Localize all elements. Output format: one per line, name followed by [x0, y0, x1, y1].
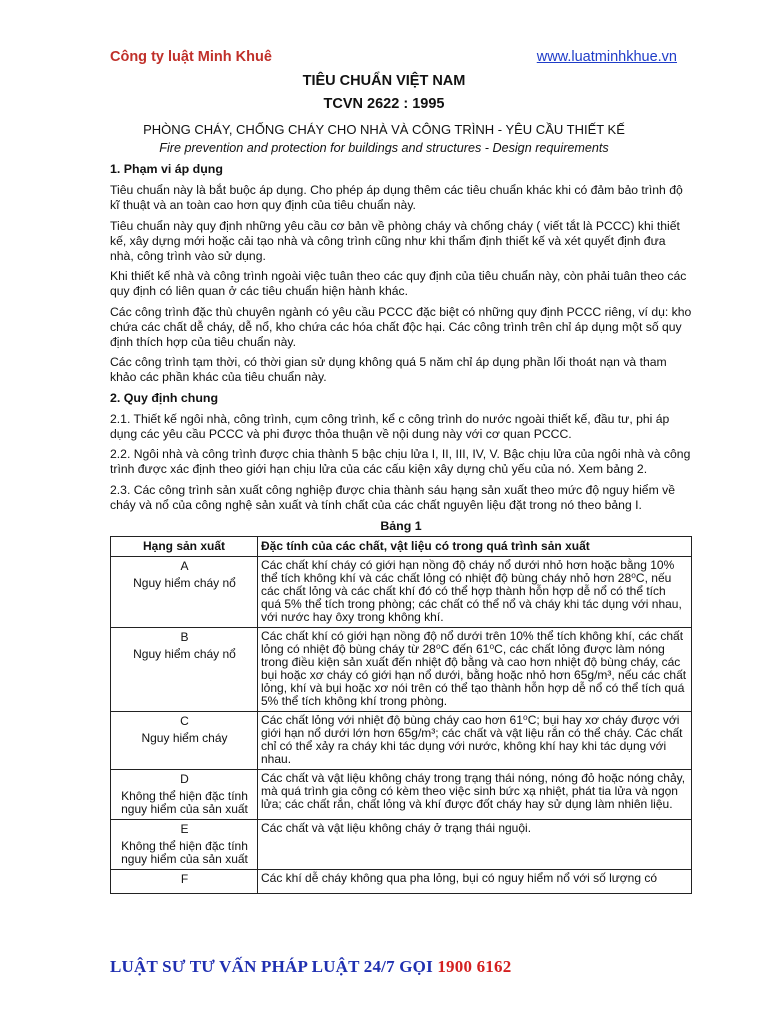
table-row	[111, 712, 692, 770]
doc-subtitle-english: Fire prevention and protection for buildings and structures - Design requirements	[159, 141, 609, 155]
hazard-label: Không thể hiện đặc tính nguy hiểm của sản xuất	[121, 789, 248, 817]
paragraph: Tiêu chuẩn này là bắt buộc áp dụng. Cho phép áp dụng thêm các tiêu chuẩn khác khi có đảm bảo trình độ kĩ thuật và an toàn cao hơn quy định của tiêu chuẩn này.	[110, 183, 683, 213]
hazard-class-cell	[111, 870, 258, 894]
paragraph: Khi thiết kế nhà và công trình ngoài việc tuân theo các quy định của tiêu chuẩn này, còn phải tuân theo các quy định có liên quan ở các tiêu chuẩn hiện hành khác.	[110, 269, 687, 299]
hazard-grade: A	[180, 559, 189, 574]
hazard-class-cell	[111, 628, 258, 712]
hazard-class-cell	[111, 820, 258, 870]
hazard-grade: E	[180, 822, 189, 837]
table-row	[111, 770, 692, 820]
table-container	[110, 536, 692, 951]
hazard-description: Các chất và vật liệu không cháy trong trạng thái nóng, nóng đỏ hoặc nóng chảy, mà quá trình gia công có kèm theo việc sinh bức xạ nhiệt, phát tia lửa và ngọn lửa; các chất rắn, chất lỏng và khí được đốt cháy hay sử dụng làm nhiên liệu.	[258, 770, 692, 820]
hazard-description: Các chất khí có giới hạn nồng độ nổ dưới trên 10% thể tích không khí, các chất lỏng có nhiệt độ bùng cháy từ 28⁰C đến 61⁰C, các chất lỏng được làm nóng trong điều kiện sản xuất đến nhiệt độ bằng và cao hơn nhiệt độ bùng cháy, các bụi hoặc xơ cháy có giới hạn nổ dưới, bằng hoặc nhỏ hơn 65g/m³, nếu các chất lỏng, khí và bụi hoặc xơ nói trên có thể tạo thành hỗn hợp dễ nổ có thể tích quá 5% thể tích không khí trong phòng.	[258, 628, 692, 712]
document-body	[110, 162, 692, 951]
table-row	[111, 820, 692, 870]
doc-title: TIÊU CHUẨN VIỆT NAM	[302, 73, 466, 89]
hazard-grade: D	[180, 772, 189, 787]
table-header-row	[111, 537, 692, 557]
hazard-label: Nguy hiểm cháy nổ	[133, 576, 236, 591]
hazard-class-cell	[111, 712, 258, 770]
doc-code: TCVN 2622 : 1995	[323, 96, 445, 112]
hazard-class-table	[110, 536, 692, 894]
paragraph: Các công trình đặc thù chuyên ngành có yêu cầu PCCC đặc biệt có những quy định PCCC riêng, ví dụ: kho chứa các chất dễ cháy, dễ nổ, kho chứa các hóa chất độc hại. Các công trình trên chỉ áp dụng một số quy định thích hợp của tiêu chuẩn này.	[110, 304, 692, 350]
hotline-phone[interactable]: 1900 6162	[437, 957, 512, 976]
hazard-grade: B	[180, 630, 189, 645]
hazard-grade: F	[180, 872, 189, 887]
paragraph: 2.3. Các công trình sản xuất công nghiệp được chia thành sáu hạng sản xuất theo mức độ nguy hiểm về cháy và nổ của công nghệ sản xuất và tính chất của các chất nguyên liệu đặt trong nó theo bảng I.	[110, 482, 675, 512]
hazard-grade: C	[180, 714, 189, 729]
paragraph: 2.1. Thiết kế ngôi nhà, công trình, cụm công trình, kể c công trình do nước ngoài thiết kế, đầu tư, phi áp dụng các yêu cầu PCCC và phi được thỏa thuận về nội dung này với cơ quan PCCC.	[110, 411, 670, 442]
table-row	[111, 628, 692, 712]
hazard-description: Các chất khí cháy có giới hạn nồng độ cháy nổ dưới nhỏ hơn hoặc bằng 10% thể tích không khí và các chất lỏng có nhiệt độ bùng cháy nhỏ hơn 28⁰C, nếu các chất lỏng và các chất khí đó có thể hợp thành hỗn hợp dễ nổ có thể tích quá 5% thể tích trong phòng; các chất có thể nổ và cháy khi tác dụng với nhau, với nước hay ôxy trong không khí.	[258, 557, 692, 628]
table-row	[111, 557, 692, 628]
doc-subtitle: PHÒNG CHÁY, CHỐNG CHÁY CHO NHÀ VÀ CÔNG TRÌNH - YÊU CẦU THIẾT KẾ	[143, 122, 625, 137]
hazard-label: Nguy hiểm cháy	[141, 731, 228, 746]
hotline-text: LUẬT SƯ TƯ VẤN PHÁP LUẬT 24/7 GỌI	[110, 957, 438, 976]
paragraph: 2.2. Ngôi nhà và công trình được chia thành 5 bậc chịu lửa I, II, III, IV, V. Bậc chịu lửa của ngôi nhà và công trình được xác định theo giới hạn chịu lửa của các cấu kiện xây dựng chủ yếu của nó. Xem bảng 2.	[110, 447, 691, 477]
table-caption: Bảng 1	[380, 519, 422, 534]
paragraph: Các công trình tạm thời, có thời gian sử dụng không quá 5 năm chỉ áp dụng phần lối thoát nạn và tham khảo các phần khác của tiêu chuẩn này.	[110, 355, 667, 385]
hazard-label: Nguy hiểm cháy nổ	[133, 647, 236, 662]
section-heading: 2. Quy định chung	[110, 390, 219, 405]
hazard-description: Các chất và vật liệu không cháy ở trạng thái nguội.	[258, 820, 692, 870]
hazard-class-cell	[111, 557, 258, 628]
column-header: Đặc tính của các chất, vật liệu có trong quá trình sản xuất	[258, 537, 692, 557]
hotline-banner	[110, 957, 511, 977]
hazard-description: Các khí dễ cháy không qua pha lỏng, bụi có nguy hiểm nổ với số lượng có	[258, 870, 692, 894]
paragraph: Tiêu chuẩn này quy định những yêu cầu cơ bản về phòng cháy và chống cháy ( viết tắt là PCCC) khi thiết kế, xây dựng mới hoặc cải tạo nhà và công trình cũng như khi thẩm định thiết kế và xét quyết định đưa nhà, công trình vào sử dụng.	[110, 218, 680, 264]
table-row	[111, 870, 692, 894]
hazard-class-cell	[111, 770, 258, 820]
hazard-label: Không thể hiện đặc tính nguy hiểm của sản xuất	[121, 839, 248, 867]
column-header: Hạng sản xuất	[111, 537, 258, 557]
website-link[interactable]: www.luatminhkhue.vn	[536, 49, 677, 65]
section-heading: 1. Phạm vi áp dụng	[110, 162, 223, 176]
company-name: Công ty luật Minh Khuê	[110, 49, 272, 65]
hazard-description: Các chất lỏng với nhiệt độ bùng cháy cao hơn 61⁰C; bụi hay xơ cháy được với giới hạn nổ dưới lớn hơn 65g/m³; các chất và vật liệu rắn có thể cháy. Các chất chỉ có thể xảy ra cháy khi tác dụng với nước, không khí hay khi tác dụng với nhau.	[258, 712, 692, 770]
